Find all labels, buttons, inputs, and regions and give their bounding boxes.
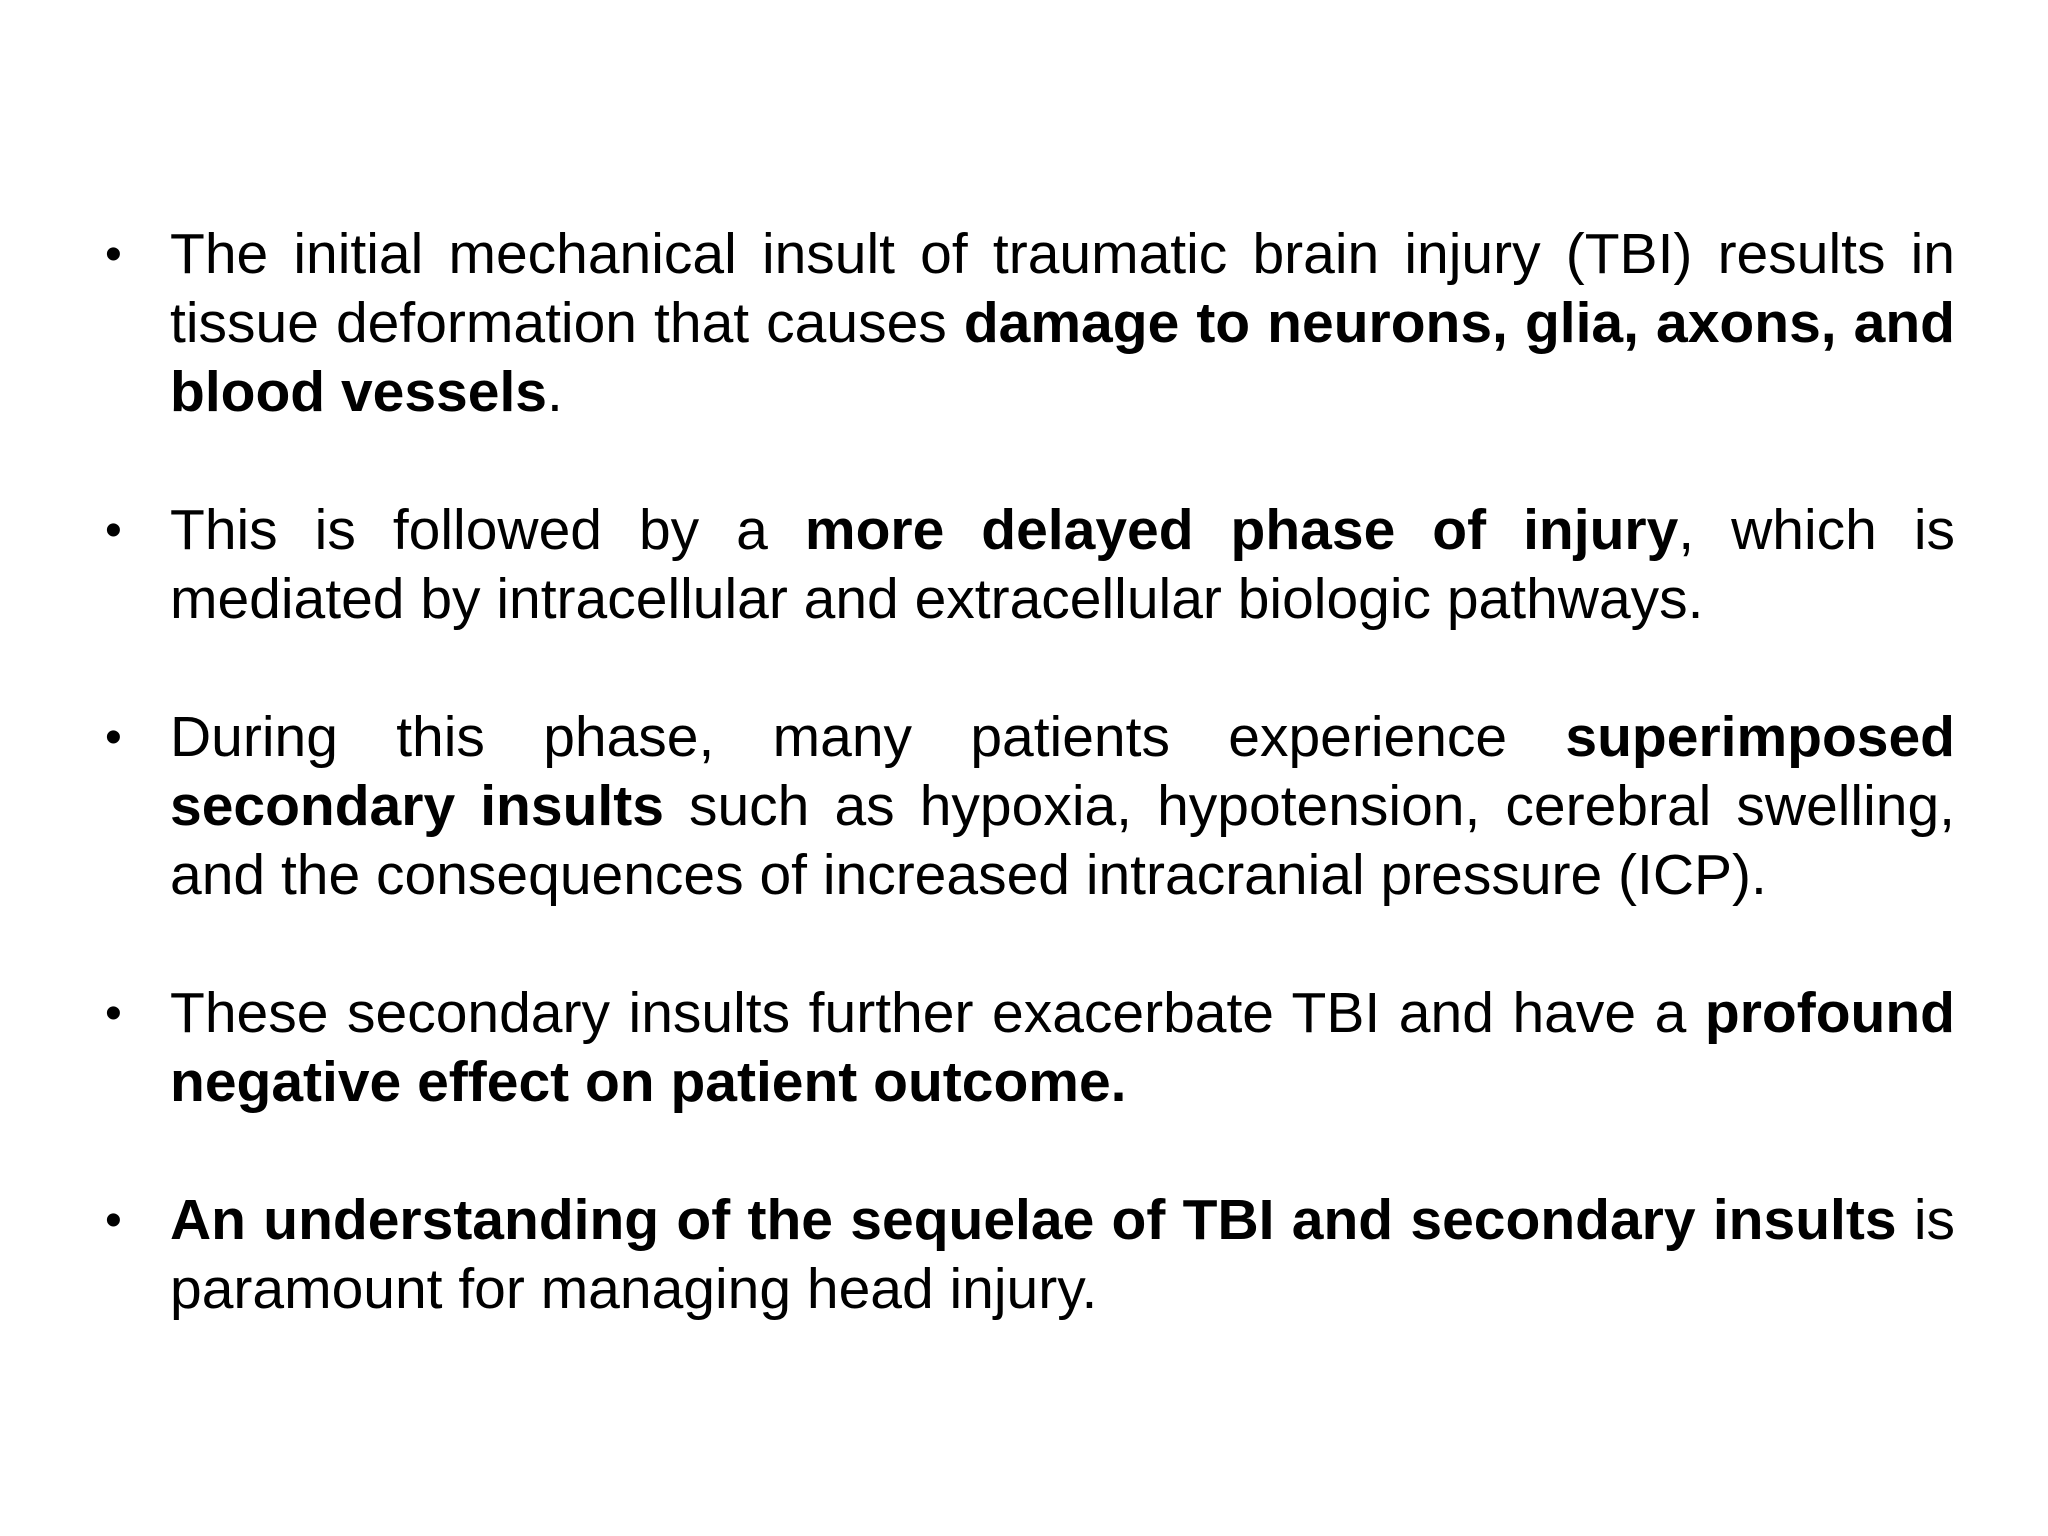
bullet-text [170,1188,1955,1321]
bullet-text [170,705,1955,907]
bullet-text-bold-segment: An understanding of the sequelae of TBI and secondary insults [170,1188,1897,1252]
bullet-text-segment: . [547,360,563,424]
bullet-text-bold-segment: more delayed phase of injury [804,498,1679,562]
bullet-text-segment: During this phase, many patients experience [170,705,1566,769]
bullet-dot-icon: • [105,987,122,1040]
bullet-dot-icon: • [105,1194,122,1247]
bullet-text-bold-segment: damage to neurons, glia, axons, and blood vessels [170,291,1956,424]
bullet-dot-icon: • [105,711,122,764]
bullet-item [105,1186,1955,1324]
bullet-text-segment: These secondary insults further exacerbate TBI and have a [170,981,1705,1045]
bullet-item [105,220,1955,427]
bullet-text-bold-segment: superimposed secondary insults [170,705,1955,838]
bullet-text-bold-segment: profound negative effect on patient outcome. [170,981,1955,1114]
bullet-text-segment: This is followed by a [170,498,805,562]
bullet-text [170,981,1955,1114]
bullet-dot-icon: • [105,228,122,281]
bullet-item [105,979,1955,1117]
bullet-text [170,498,1955,631]
bullet-text-segment: , which is mediated by intracellular and extracellular biologic pathways. [170,498,1956,631]
bullet-text [170,222,1955,424]
bullet-dot-icon: • [105,504,122,557]
bullet-text-segment: is paramount for managing head injury. [170,1188,1955,1321]
bullet-item [105,703,1955,910]
bullet-text-segment: such as hypoxia, hypotension, cerebral swelling, and the consequences of increased intracranial pressure (ICP). [170,774,1955,907]
bullet-list [105,220,1955,1324]
bullet-item [105,496,1955,634]
bullet-text-segment: The initial mechanical insult of traumatic brain injury (TBI) results in tissue deformation that causes [170,222,1955,355]
